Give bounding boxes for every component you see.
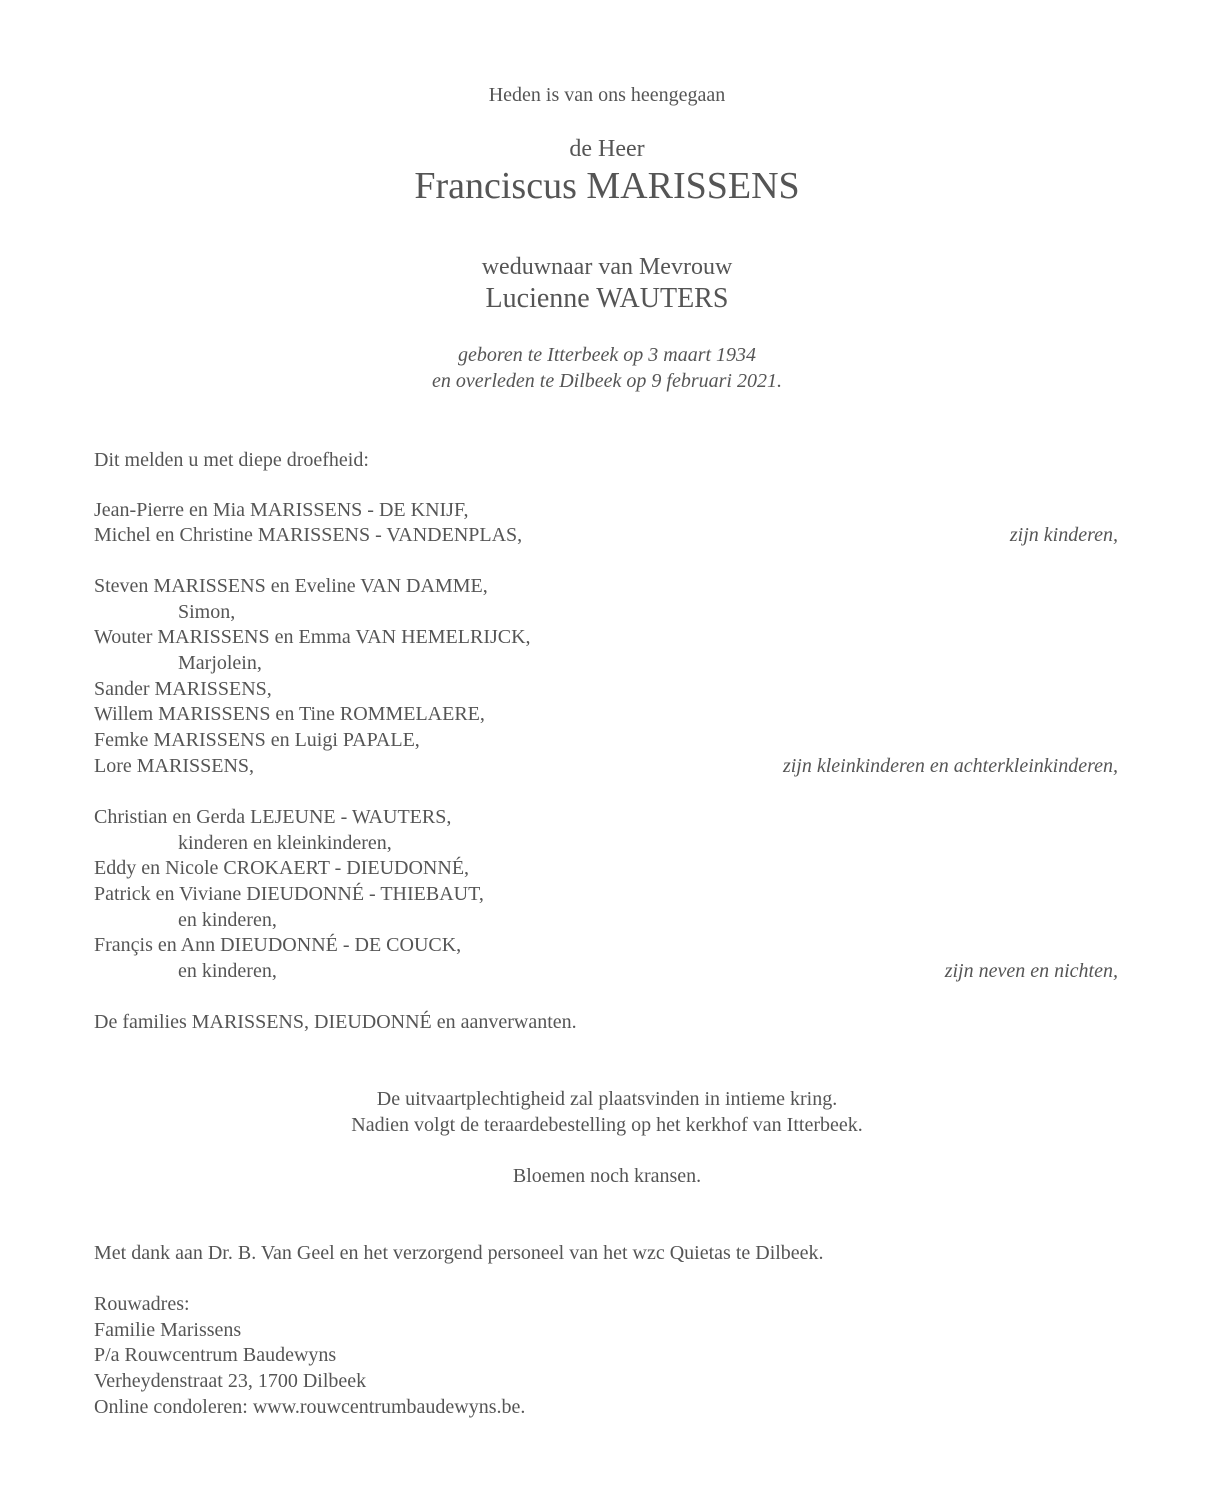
intro-text: Heden is van ons heengegaan: [488, 84, 726, 106]
family-line: Christian en Gerda LEJEUNE - WAUTERS,: [94, 806, 452, 828]
address-line: Familie Marissens: [94, 1319, 242, 1341]
families-line: De families MARISSENS, DIEUDONNÉ en aanverwanten.: [94, 1011, 577, 1033]
family-line: Steven MARISSENS en Eveline VAN DAMME,: [94, 575, 488, 597]
funeral-line: De uitvaartplechtigheid zal plaatsvinden in intieme kring.: [376, 1088, 838, 1110]
family-line: Françis en Ann DIEUDONNÉ - DE COUCK,: [94, 934, 462, 956]
flowers-line: Bloemen noch kransen.: [512, 1165, 702, 1187]
address-line: P/a Rouwcentrum Baudewyns: [94, 1344, 337, 1366]
family-line: Patrick en Viviane DIEUDONNÉ - THIEBAUT,: [94, 883, 484, 905]
family-line: Sander MARISSENS,: [94, 678, 272, 700]
death-line: en overleden te Dilbeek op 9 februari 2021.: [432, 370, 782, 392]
family-line: Jean-Pierre en Mia MARISSENS - DE KNIJF,: [94, 499, 469, 521]
relation-nephews: zijn neven en nichten,: [944, 960, 1118, 982]
family-line: en kinderen,: [178, 909, 277, 931]
burial-line: Nadien volgt de teraardebestelling op het kerkhof van Itterbeek.: [351, 1114, 863, 1136]
address-line: Verheydenstraat 23, 1700 Dilbeek: [94, 1370, 367, 1392]
family-line: Wouter MARISSENS en Emma VAN HEMELRIJCK,: [94, 626, 531, 648]
thanks-line: Met dank aan Dr. B. Van Geel en het verzorgend personeel van het wzc Quietas te Dilbeek.: [94, 1242, 824, 1264]
announcement: Dit melden u met diepe droefheid:: [94, 449, 369, 471]
family-line: en kinderen,: [178, 960, 277, 982]
family-line: Eddy en Nicole CROKAERT - DIEUDONNÉ,: [94, 857, 470, 879]
deceased-name: Franciscus MARISSENS: [414, 165, 800, 207]
family-line: kinderen en kleinkinderen,: [178, 832, 392, 854]
family-line: Femke MARISSENS en Luigi PAPALE,: [94, 729, 420, 751]
honorific: de Heer: [569, 136, 645, 162]
family-line: Simon,: [178, 601, 236, 623]
family-line: Willem MARISSENS en Tine ROMMELAERE,: [94, 703, 485, 725]
relation-children: zijn kinderen,: [1009, 524, 1118, 546]
address-label: Rouwadres:: [94, 1293, 190, 1315]
family-line: Marjolein,: [178, 652, 262, 674]
birth-line: geboren te Itterbeek op 3 maart 1934: [457, 344, 757, 366]
family-line: Michel en Christine MARISSENS - VANDENPLAS,: [94, 524, 523, 546]
relation-grandchildren: zijn kleinkinderen en achterkleinkinderen,: [782, 755, 1118, 777]
spouse-name: Lucienne WAUTERS: [485, 283, 729, 314]
family-line: Lore MARISSENS,: [94, 755, 255, 777]
widower-of: weduwnaar van Mevrouw: [481, 254, 733, 280]
condolence-link[interactable]: Online condoleren: www.rouwcentrumbaudewyns.be.: [94, 1396, 526, 1418]
